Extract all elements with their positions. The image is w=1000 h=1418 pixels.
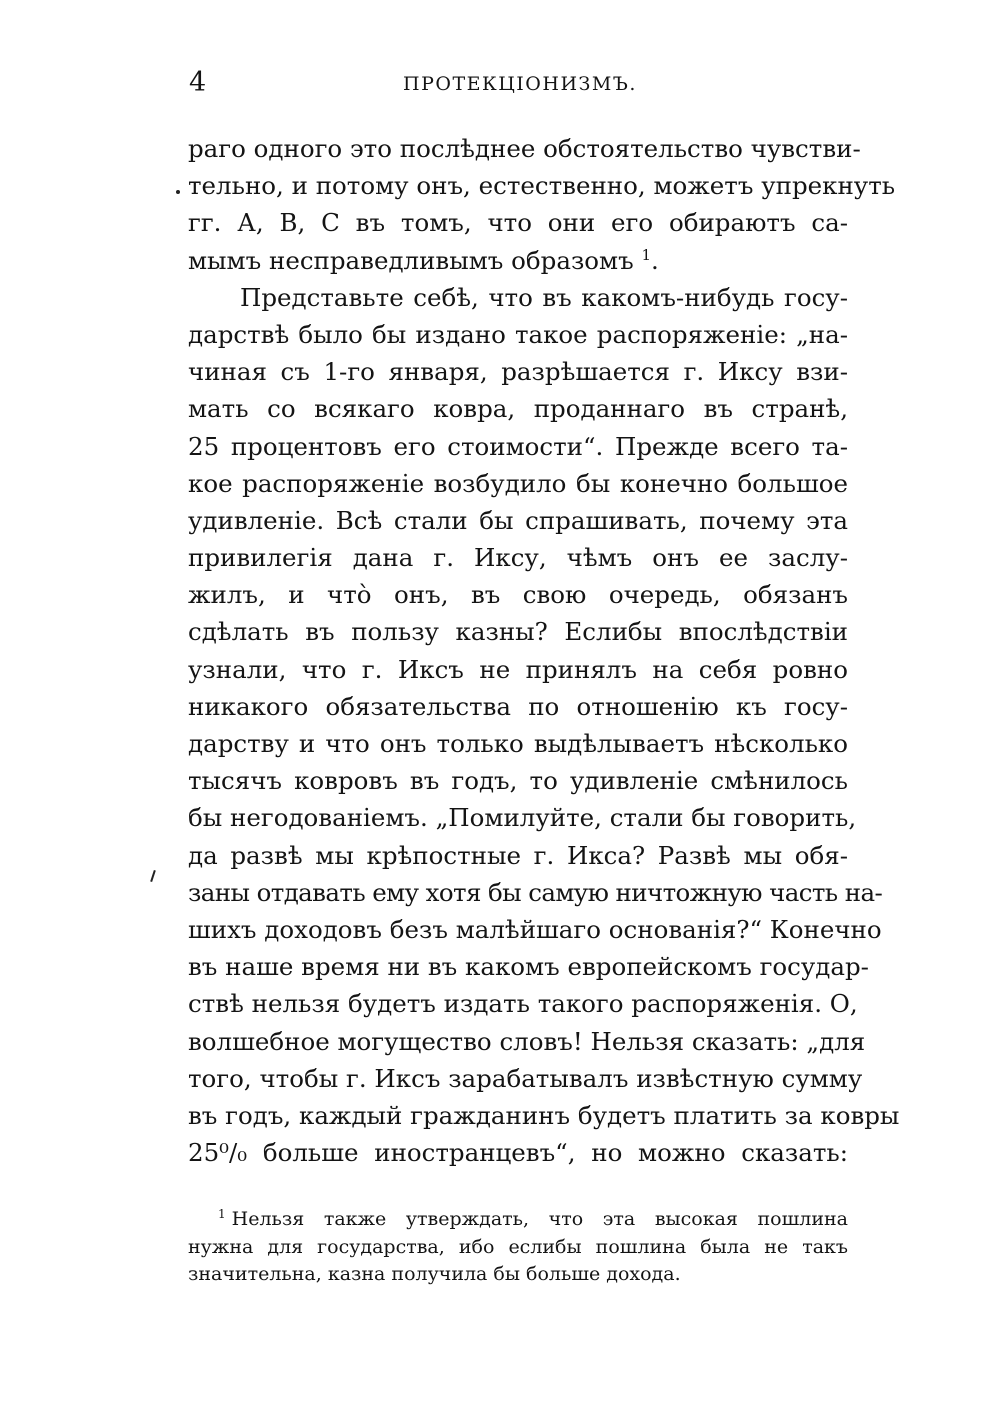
- text-line: ствѣ нельзя будетъ издать такого распоряженiя. О,: [188, 989, 858, 1019]
- text-line: жилъ, и что̀ онъ, въ свою очередь, обязанъ: [188, 580, 848, 610]
- text-line: раго одного это послѣднее обстоятельство чувстви-: [188, 134, 861, 163]
- footnote-marker: 1: [218, 1206, 226, 1221]
- text-line: 25 процентовъ его стоимости“. Прежде всего та-: [188, 431, 848, 461]
- text-line: [188, 242, 848, 279]
- footnote-line: нужна для государства, ибо еслибы пошлина была не такъ: [188, 1235, 848, 1258]
- text-line: привилегiя дана г. Иксу, чѣмъ онъ ее заслу-: [188, 543, 848, 573]
- text-line: удивленiе. Всѣ стали бы спрашивать, почему эта: [188, 505, 848, 535]
- text-line: 25⁰/₀ больше иностранцевъ“, но можно сказать:: [188, 1138, 848, 1168]
- text-line: да развѣ мы крѣпостные г. Икса? Развѣ мы обя-: [188, 840, 848, 870]
- text-line: въ наше время ни въ какомъ европейскомъ государ-: [188, 952, 869, 982]
- text-line: дарствѣ было бы издано такое распоряженiе: „на-: [188, 319, 848, 349]
- text-line: тысячъ ковровъ въ годъ, то удивленiе смѣнилось: [188, 766, 848, 796]
- text-line: бы негодованiемъ. „Помилуйте, стали бы говорить,: [188, 803, 857, 833]
- text-line: чиная съ 1-го января, разрѣшается г. Иксу взи-: [188, 357, 848, 387]
- text-line: въ годъ, каждый гражданинъ будетъ платить за ковры: [188, 1100, 900, 1130]
- text-line: никакого обязательства по отношенiю къ госу-: [188, 691, 848, 721]
- text-line: волшебное могущество словъ! Нельзя сказать: „для: [188, 1026, 866, 1056]
- line-text: .: [651, 245, 659, 275]
- text-line: кое распоряженiе возбудило бы конечно большое: [188, 468, 848, 498]
- text-line: гг. А, В, С въ томъ, что они его обираютъ са-: [188, 208, 848, 238]
- footnote-line: значительна, казна получила бы больше дохода.: [188, 1263, 681, 1285]
- text-line: Представьте себѣ, что въ какомъ-нибудь госу-: [240, 282, 848, 312]
- text-line: дарству и что онъ только выдѣлываетъ нѣсколько: [188, 729, 848, 758]
- text-line: сдѣлать въ пользу казны? Еслибы впослѣдствiи: [188, 617, 848, 647]
- scan-speck: [176, 190, 180, 194]
- text-line: узнали, что г. Иксъ не принялъ на себя ровно: [188, 654, 848, 684]
- footnote-line: [188, 1206, 848, 1234]
- text-line: мать со всякаго ковра, проданнаго въ странѣ,: [188, 394, 848, 424]
- page-number: 4: [189, 67, 207, 98]
- text-line: заны отдавать ему хотя бы самую ничтожную часть на-: [188, 877, 883, 907]
- body-text: [188, 130, 900, 1171]
- footnote-reference: 1: [641, 245, 652, 264]
- footnotes: [188, 1206, 848, 1289]
- scan-speck: [150, 870, 156, 882]
- text-line: тельно, и потому онъ, естественно, можетъ упрекнуть: [188, 171, 896, 201]
- line-text: мымъ несправедливымъ образомъ: [188, 245, 634, 275]
- footnote-text: Нельзя также утверждать, что эта высокая пошлина: [231, 1208, 848, 1230]
- running-head: ПРОТЕКЦIОНИЗМЪ.: [403, 73, 637, 95]
- text-line: шихъ доходовъ безъ малѣйшаго основанiя?“ Конечно: [188, 914, 882, 944]
- text-line: того, чтобы г. Иксъ зарабатывалъ извѣстную сумму: [188, 1063, 863, 1093]
